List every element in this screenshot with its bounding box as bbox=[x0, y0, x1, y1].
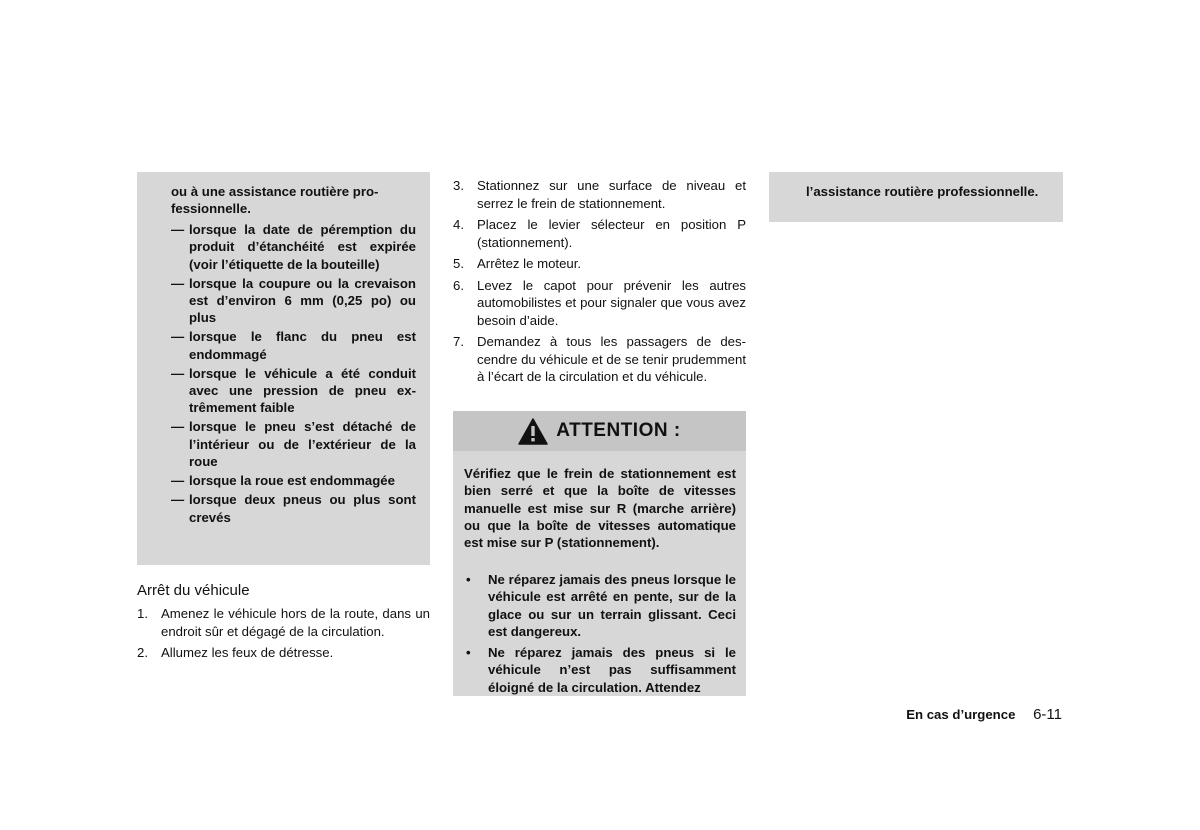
step-number: 7. bbox=[453, 334, 464, 349]
step-number: 5. bbox=[453, 256, 464, 271]
attention-bullet: • Ne réparez jamais des pneus lorsque le véhicule est arrêté en pente, sur de la glace ou sur un terrain glissant. Ceci est dangereux. bbox=[464, 571, 736, 640]
steps-list-1 bbox=[137, 605, 430, 666]
step-item bbox=[453, 333, 746, 386]
attention-bullet: • Ne réparez jamais des pneus si le véhicule n’est pas suffisamment éloigné de la circulation. Attendez bbox=[464, 644, 736, 696]
attention-title: ATTENTION : bbox=[556, 420, 681, 441]
step-item bbox=[453, 277, 746, 330]
footer-section-title: En cas d’urgence bbox=[906, 707, 1016, 722]
step-item bbox=[453, 177, 746, 212]
step-text: Placez le levier sélecteur en position P (stationnement). bbox=[477, 217, 746, 250]
attention-paragraph: Vérifiez que le frein de stationnement est bien serré et que la boîte de vitesses manuelle est mise sur R (marche arrière) ou que la boîte de vitesses automatique est mise sur P (stationnement). bbox=[464, 466, 736, 551]
dash-item: — lorsque la roue est endommagée bbox=[171, 472, 416, 489]
steps-list-2 bbox=[453, 177, 746, 390]
step-item bbox=[137, 644, 430, 662]
caution-continuation-text: ou à une assistance routière professionnelle. bbox=[171, 184, 379, 217]
step-text: Arrêtez le moteur. bbox=[477, 256, 582, 271]
step-text: Levez le capot pour prévenir les autres automobilistes et pour signaler que vous avez besoin d’aide. bbox=[477, 277, 746, 328]
step-text: Demandez à tous les passagers de descendre du véhicule et de se tenir prudemment à l’écart de la circulation et du véhicule. bbox=[477, 334, 746, 384]
caution-dash-list bbox=[171, 221, 416, 528]
attention-header bbox=[453, 411, 746, 451]
step-text: Allumez les feux de détresse. bbox=[161, 645, 334, 660]
step-number: 6. bbox=[453, 277, 464, 293]
dash-item: — lorsque le véhicule a été conduit avec une pression de pneu extrêmement faible bbox=[171, 365, 416, 417]
step-item bbox=[453, 216, 746, 251]
step-number: 1. bbox=[137, 606, 148, 621]
page-number: 6-11 bbox=[1033, 706, 1062, 723]
dash-item: — lorsque la date de péremption du produit d’étanchéité est expirée (voir l’étiquette de la bouteille) bbox=[171, 221, 416, 273]
step-text: Amenez le véhicule hors de la route, dans un endroit sûr et dégagé de la circulation. bbox=[161, 606, 430, 639]
step-number: 2. bbox=[137, 645, 148, 660]
dash-item: — lorsque la coupure ou la crevaison est d’environ 6 mm (0,25 po) ou plus bbox=[171, 275, 416, 327]
section-title: Arrêt du véhicule bbox=[137, 582, 250, 599]
step-number: 3. bbox=[453, 178, 464, 193]
dash-item: — lorsque le pneu s’est détaché de l’intérieur ou de l’extérieur de la roue bbox=[171, 418, 416, 470]
step-text: Stationnez sur une surface de niveau et serrez le frein de stationnement. bbox=[477, 178, 746, 211]
attention-title-row bbox=[453, 411, 746, 451]
caution-continuation-text-right: l’assistance routière professionnelle. bbox=[806, 184, 1039, 199]
dash-item: — lorsque deux pneus ou plus sont crevés bbox=[171, 491, 416, 526]
attention-body bbox=[453, 451, 746, 696]
dash-item: — lorsque le flanc du pneu est endommagé bbox=[171, 328, 416, 363]
warning-triangle-icon bbox=[518, 418, 548, 445]
step-item bbox=[137, 605, 430, 640]
attention-bullet-list bbox=[464, 571, 736, 696]
page-footer bbox=[906, 706, 1062, 723]
step-number: 4. bbox=[453, 217, 464, 232]
step-item bbox=[453, 255, 746, 273]
